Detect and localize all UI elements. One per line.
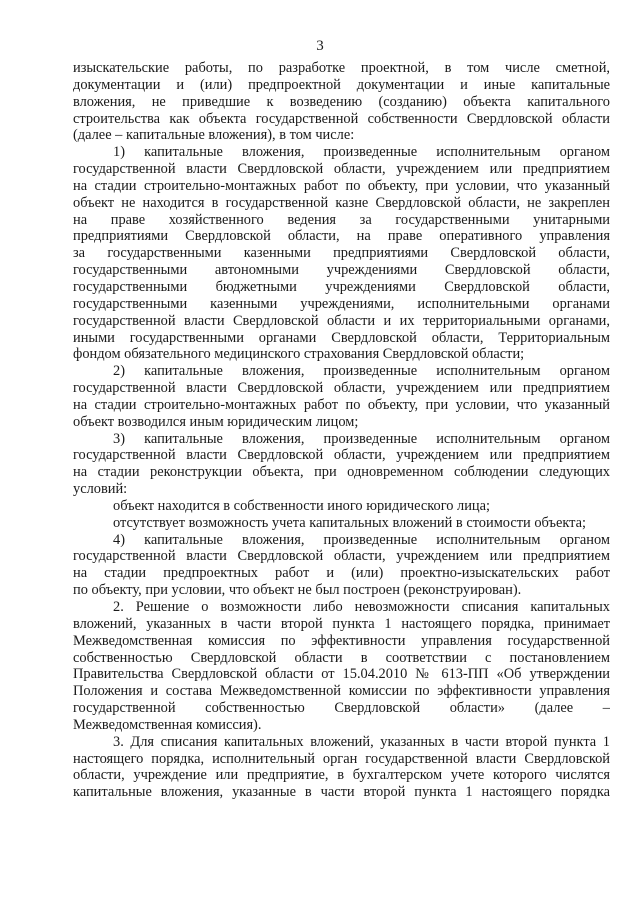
text-line: на праве хозяйственного ведения за государственными унитарными (73, 211, 610, 228)
text-line: на стадии строительно-монтажных работ по объекту, при условии, что указанный (73, 177, 610, 194)
text-line: (далее – капитальные вложения), в том числе: (73, 127, 355, 144)
text-line: иными государственными органами Свердловской области, Территориальным (73, 329, 610, 346)
text-line: фондом обязательного медицинского страхования Свердловской области; (73, 346, 525, 363)
text-line: предприятиями Свердловской области, на праве оперативного управления (73, 228, 610, 245)
text-line: на стадии строительно-монтажных работ по объекту, при условии, что указанный (73, 396, 610, 413)
text-line: Правительства Свердловской области от 15.04.2010 № 613-ПП «Об утверждении (73, 666, 610, 683)
text-line: за государственными казенными предприятиями Свердловской области, (73, 245, 610, 262)
text-line: 3) капитальные вложения, произведенные исполнительным органом (113, 430, 610, 447)
text-line: настоящего порядка, исполнительный орган государственной власти Свердловской (73, 750, 610, 767)
text-line: Положения и состава Межведомственной комиссии по эффективности управления (73, 683, 610, 700)
text-line: вложения, не приведшие к возведению (созданию) объекта капитального (73, 93, 610, 110)
text-line: вложений, указанных в части второй пункта 1 настоящего порядка, принимает (73, 615, 610, 632)
text-line: государственной власти Свердловской области и их территориальными органами, (73, 312, 610, 329)
text-line: 3. Для списания капитальных вложений, указанных в части второй пункта 1 (113, 733, 610, 750)
text-line: строительства как объекта государственной собственности Свердловской области (73, 110, 610, 127)
text-line: государственной власти Свердловской области, учреждением или предприятием (73, 380, 610, 397)
text-line: по объекту, при условии, что объект не был построен (реконструирован). (73, 582, 522, 599)
text-line: 4) капитальные вложения, произведенные исполнительным органом (113, 531, 610, 548)
text-line: условий: (73, 481, 128, 498)
text-line: государственной власти Свердловской области, учреждением или предприятием (73, 161, 610, 178)
document-body (73, 60, 610, 801)
text-line: на стадии реконструкции объекта, при одновременном соблюдении следующих (73, 464, 610, 481)
text-line: государственной власти Свердловской области, учреждением или предприятием (73, 447, 610, 464)
text-line: на стадии предпроектных работ и (или) проектно-изыскательских работ (73, 565, 610, 582)
text-line: объект возводился иным юридическим лицом; (73, 413, 359, 430)
text-line: собственностью Свердловской области в соответствии с постановлением (73, 649, 610, 666)
text-line: государственными казенными учреждениями, исполнительными органами (73, 295, 610, 312)
text-line: капитальные вложения, указанные в части второй пункта 1 настоящего порядка (73, 784, 610, 801)
text-line: области, учреждение или предприятие, в бухгалтерском учете которого числятся (73, 767, 610, 784)
text-line: Межведомственная комиссия по эффективности управления государственной (73, 632, 610, 649)
text-line: государственной власти Свердловской области, учреждением или предприятием (73, 548, 610, 565)
text-line: 1) капитальные вложения, произведенные исполнительным органом (113, 144, 610, 161)
text-line: изыскательские работы, по разработке проектной, в том числе сметной, (73, 60, 610, 76)
text-line: документации и (или) предпроектной документации и иные капитальные (73, 76, 610, 93)
text-line: государственными автономными учреждениями Свердловской области, (73, 262, 610, 279)
text-line: Межведомственная комиссия). (73, 716, 262, 733)
page-number: 3 (316, 38, 324, 54)
text-line: объект не находится в государственной казне Свердловской области, не закреплен (73, 194, 610, 211)
text-line: отсутствует возможность учета капитальных вложений в стоимости объекта; (113, 514, 586, 531)
text-line: государственными бюджетными учреждениями Свердловской области, (73, 278, 610, 295)
text-line: 2. Решение о возможности либо невозможности списания капитальных (113, 599, 610, 615)
text-line: государственной собственностью Свердловской области» (далее – (73, 700, 610, 717)
text-line: 2) капитальные вложения, произведенные исполнительным органом (113, 363, 610, 380)
text-line: объект находится в собственности иного юридического лица; (113, 497, 491, 514)
